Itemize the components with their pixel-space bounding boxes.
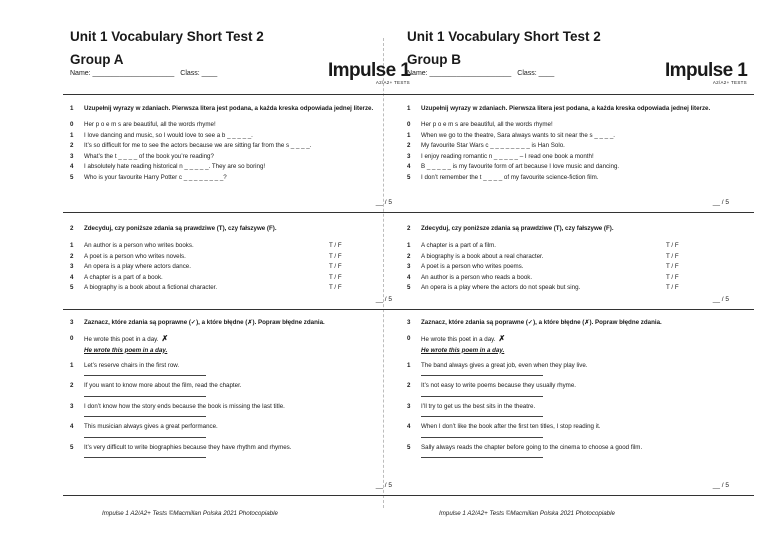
section-1 xyxy=(407,104,747,183)
answer-line[interactable] xyxy=(70,392,410,402)
answer-line[interactable] xyxy=(70,412,410,422)
section-instruction xyxy=(407,318,747,328)
true-false-item: 4 An author is a person who reads a book. T / F xyxy=(407,273,747,284)
gap-fill-item: 2 My favourite Star Wars c _ _ _ _ _ _ _ _ is Han Solo. xyxy=(407,142,565,149)
test-title: Unit 1 Vocabulary Short Test 2 xyxy=(407,29,601,44)
gap-fill-item: 5 I don’t remember the t _ _ _ _ of my favourite science-fiction film. xyxy=(407,173,599,181)
section-rule xyxy=(400,495,754,496)
correction-item: 4 This musician always gives a great performance. xyxy=(70,423,218,430)
section-2 xyxy=(70,224,410,294)
gap-fill-item: 2 It’s so difficult for me to see the actors because we are sitting far from the s _ _ _ _. xyxy=(70,142,312,149)
gap-fill-item: 0 Her p o e m s are beautiful, all the words rhyme! xyxy=(407,121,553,128)
section-3 xyxy=(407,318,747,463)
correction-item: 4 When I don’t like the book after the first ten titles, I stop reading it. xyxy=(407,423,601,430)
true-false-item: 5 A biography is a book about a fictional character. T / F xyxy=(70,283,410,294)
group-label: Group B xyxy=(407,52,461,67)
impulse-logo xyxy=(665,61,747,85)
test-column-group-a xyxy=(70,0,410,543)
section-2 xyxy=(407,224,747,294)
answer-line[interactable] xyxy=(407,412,747,422)
correction-item: 3 I’ll try to get us the best sits in the theatre. xyxy=(407,402,536,410)
example-correction: He wrote this poem in a day. xyxy=(84,346,168,354)
true-false-choice[interactable]: T / F xyxy=(329,252,342,260)
instruction-text: Zdecyduj, czy poniższe zdania są prawdziwe (T), czy fałszywe (F). xyxy=(84,225,277,232)
gap-fill-item: 0 Her p o e m s are beautiful, all the words rhyme! xyxy=(70,121,216,128)
section-3 xyxy=(70,318,410,463)
answer-line[interactable] xyxy=(70,453,410,463)
section-rule xyxy=(63,212,417,213)
cross-mark-icon: ✗ xyxy=(498,334,506,343)
gap-fill-item: 1 I love dancing and music, so I would love to see a b _ _ _ _ _. xyxy=(70,131,253,139)
gap-fill-item: 3 What’s the t _ _ _ _ of the book you’re reading? xyxy=(70,152,214,160)
class-field[interactable]: Class: ____ xyxy=(517,70,555,77)
true-false-choice[interactable]: T / F xyxy=(329,263,342,270)
answer-line[interactable] xyxy=(407,433,747,443)
answer-line[interactable] xyxy=(407,453,747,463)
name-class-row xyxy=(70,70,217,77)
gap-fill-item: 1 When we go to the theatre, Sara always wants to sit near the s _ _ _ _. xyxy=(407,131,615,139)
logo-subtitle: A2/A2+ TESTS xyxy=(375,80,410,85)
instruction-text: Zaznacz, które zdania są poprawne (✓), a które błędne (✗). Popraw błędne zdania. xyxy=(84,319,325,326)
logo-subtitle: A2/A2+ TESTS xyxy=(712,80,747,85)
section-number: 2 xyxy=(70,225,74,232)
header-rule xyxy=(63,94,417,95)
example-item: 0 He wrote this poet in a day. ✗ xyxy=(70,334,169,343)
true-false-choice[interactable]: T / F xyxy=(666,252,679,260)
true-false-item: 1 An author is a person who writes books. T / F xyxy=(70,241,410,252)
true-false-choice[interactable]: T / F xyxy=(329,284,342,291)
section-score: __ / 5 xyxy=(375,482,392,489)
footer-copyright: Impulse 1 A2/A2+ Tests ©Macmillan Polska 2021 Photocopiable xyxy=(102,510,278,517)
true-false-choice[interactable]: T / F xyxy=(666,273,679,281)
section-score: __ / 5 xyxy=(712,482,729,489)
answer-line[interactable] xyxy=(407,371,747,381)
gap-fill-item: 4 I absolutely hate reading historical n _ _ _ _ _. They are so boring! xyxy=(70,163,266,170)
section-number: 1 xyxy=(70,105,74,112)
section-instruction xyxy=(407,224,747,234)
correction-item: 5 It’s very difficult to write biographies because they have rhythm and rhymes. xyxy=(70,443,292,451)
example-correction: He wrote this poem in a day. xyxy=(421,346,505,354)
section-score: __ / 5 xyxy=(712,296,729,303)
section-instruction xyxy=(70,318,410,328)
correction-item: 2 If you want to know more about the film, read the chapter. xyxy=(70,382,242,389)
gap-fill-item: 4 B _ _ _ _ _ is my favourite form of art because I love music and dancing. xyxy=(407,163,620,170)
section-rule xyxy=(63,309,417,310)
true-false-item: 3 An opera is a play where actors dance. T / F xyxy=(70,262,410,273)
correction-item: 5 Sally always reads the chapter before going to the cinema to choose a good film. xyxy=(407,443,643,451)
true-false-choice[interactable]: T / F xyxy=(666,263,679,270)
instruction-text: Zaznacz, które zdania są poprawne (✓), a które błędne (✗). Popraw błędne zdania. xyxy=(421,319,662,326)
test-title: Unit 1 Vocabulary Short Test 2 xyxy=(70,29,264,44)
header-rule xyxy=(400,94,754,95)
section-score: __ / 5 xyxy=(712,199,729,206)
true-false-choice[interactable]: T / F xyxy=(666,242,679,249)
correction-item: 1 The band always gives a great job, even when they play live. xyxy=(407,361,588,369)
instruction-text: Uzupełnij wyrazy w zdaniach. Pierwsza litera jest podana, a każda kreska odpowiada jednej literze. xyxy=(421,105,711,112)
true-false-choice[interactable]: T / F xyxy=(329,273,342,281)
section-score: __ / 5 xyxy=(375,199,392,206)
true-false-choice[interactable]: T / F xyxy=(329,242,342,249)
section-instruction xyxy=(407,104,747,114)
section-number: 1 xyxy=(407,105,411,112)
name-field[interactable]: Name: _____________________ xyxy=(70,70,175,77)
correction-item: 2 It’s not easy to write poems because they usually rhyme. xyxy=(407,382,576,389)
gap-fill-item: 3 I enjoy reading romantic n _ _ _ _ _ – I read one book a month! xyxy=(407,152,594,160)
gap-fill-item: 5 Who is your favourite Harry Potter c _ _ _ _ _ _ _ _? xyxy=(70,173,227,181)
test-column-group-b xyxy=(407,0,747,543)
class-field[interactable]: Class: ____ xyxy=(180,70,218,77)
name-class-row xyxy=(407,70,554,77)
example-item: 0 He wrote this poet in a day. ✗ xyxy=(407,334,506,343)
section-number: 3 xyxy=(70,319,74,326)
correction-item: 3 I don’t know how the story ends because the book is missing the last title. xyxy=(70,402,285,410)
name-field[interactable]: Name: _____________________ xyxy=(407,70,512,77)
true-false-item: 1 A chapter is a part of a film. T / F xyxy=(407,241,747,252)
answer-line[interactable] xyxy=(407,392,747,402)
true-false-item: 5 An opera is a play where the actors do not speak but sing. T / F xyxy=(407,283,747,294)
section-rule xyxy=(63,495,417,496)
true-false-choice[interactable]: T / F xyxy=(666,284,679,291)
logo-name: Impulse 1 xyxy=(665,60,748,81)
section-number: 2 xyxy=(407,225,411,232)
answer-line[interactable] xyxy=(70,433,410,443)
true-false-item: 4 A chapter is a part of a book. T / F xyxy=(70,273,410,284)
cross-mark-icon: ✗ xyxy=(161,334,169,343)
impulse-logo xyxy=(328,61,410,85)
section-score: __ / 5 xyxy=(375,296,392,303)
section-number: 3 xyxy=(407,319,411,326)
instruction-text: Uzupełnij wyrazy w zdaniach. Pierwsza litera jest podana, a każda kreska odpowiada jednej literze. xyxy=(84,105,374,112)
section-1 xyxy=(70,104,410,183)
section-instruction xyxy=(70,224,410,234)
footer-copyright: Impulse 1 A2/A2+ Tests ©Macmillan Polska 2021 Photocopiable xyxy=(439,510,615,517)
correction-item: 1 Let’s reserve chairs in the first row. xyxy=(70,361,180,369)
instruction-text: Zdecyduj, czy poniższe zdania są prawdziwe (T), czy fałszywe (F). xyxy=(421,225,614,232)
group-label: Group A xyxy=(70,52,124,67)
true-false-item: 3 A poet is a person who writes poems. T / F xyxy=(407,262,747,273)
logo-name: Impulse 1 xyxy=(328,60,411,81)
answer-line[interactable] xyxy=(70,371,410,381)
section-rule xyxy=(400,212,754,213)
section-instruction xyxy=(70,104,410,114)
section-rule xyxy=(400,309,754,310)
true-false-item: 2 A poet is a person who writes novels. T / F xyxy=(70,252,410,263)
true-false-item: 2 A biography is a book about a real character. T / F xyxy=(407,252,747,263)
